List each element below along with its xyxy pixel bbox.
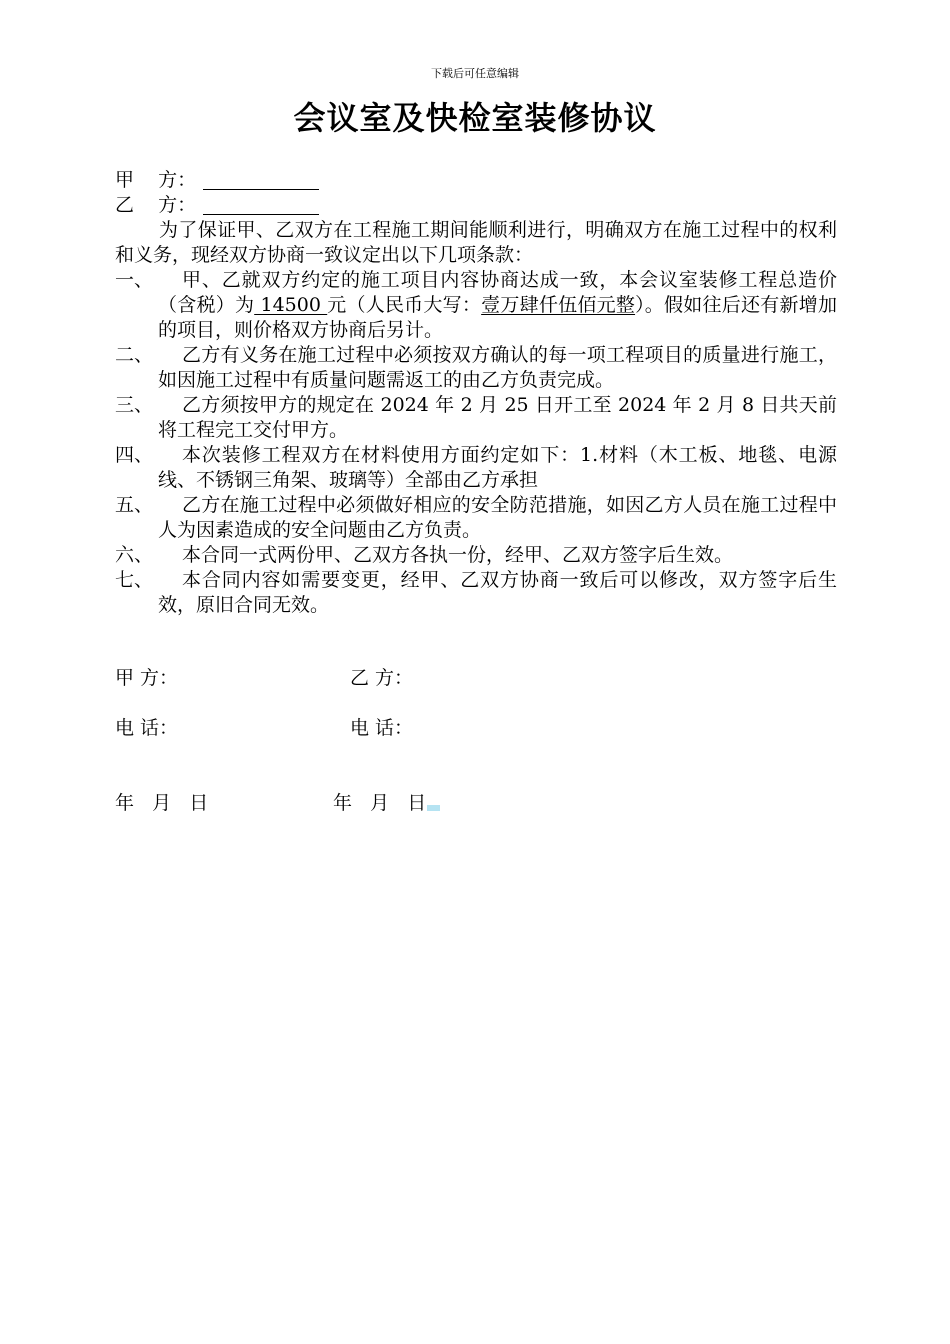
clause-number: 六、 bbox=[115, 544, 154, 566]
party-b-label: 乙 方： bbox=[115, 194, 197, 216]
total-price: 14500 bbox=[254, 294, 328, 316]
clause-4 bbox=[115, 443, 837, 493]
clause-text: 本次装修工程双方在材料使用方面约定如下：1.材料（木工板、地毯、电源线、不锈钢三角架、玻璃等）全部由乙方承担 bbox=[158, 444, 837, 491]
signature-party-b: 乙 方： bbox=[350, 667, 414, 689]
party-b-line bbox=[115, 193, 837, 218]
clause-number: 一、 bbox=[115, 269, 154, 291]
party-a-line bbox=[115, 168, 837, 193]
phone-party-a: 电 话： bbox=[115, 717, 179, 739]
intro-paragraph: 为了保证甲、乙双方在工程施工期间能顺利进行，明确双方在施工过程中的权利和义务，现经双方协商一致议定出以下几项条款： bbox=[115, 219, 837, 266]
clause-text: 本合同一式两份甲、乙双方各执一份，经甲、乙双方签字后生效。 bbox=[182, 544, 734, 566]
party-a-label: 甲 方： bbox=[115, 169, 197, 191]
date-party-a: 年 月 日 bbox=[115, 792, 209, 814]
clause-number: 四、 bbox=[115, 444, 154, 466]
clause-1-text-before: 甲、乙就双方约定的施工项目内容协商达成一致，本会议室装修工程总造价（含税）为 bbox=[158, 269, 837, 316]
clause-6 bbox=[115, 543, 837, 568]
clause-5 bbox=[115, 493, 837, 543]
contract-body bbox=[115, 168, 837, 618]
clause-text bbox=[158, 268, 837, 343]
clause-text: 乙方在施工过程中必须做好相应的安全防范措施，如因乙方人员在施工过程中人为因素造成的安全问题由乙方负责。 bbox=[158, 494, 837, 541]
clause-1-text-after: ）。假如往后还有新增加的项目，则价格双方协商后另计。 bbox=[158, 294, 837, 341]
header-note: 下载后可任意编辑 bbox=[431, 67, 519, 80]
clause-text: 本合同内容如需要变更，经甲、乙双方协商一致后可以修改，双方签字后生效，原旧合同无效。 bbox=[158, 569, 837, 616]
clause-7 bbox=[115, 568, 837, 618]
clause-number: 三、 bbox=[115, 394, 154, 416]
clause-1 bbox=[115, 268, 837, 343]
total-price-uppercase: 壹万肆仟伍佰元整 bbox=[481, 294, 636, 316]
party-b-blank bbox=[203, 195, 319, 215]
text-cursor-marker bbox=[427, 805, 440, 811]
date-party-b: 年 月 日 bbox=[333, 792, 427, 814]
clause-3 bbox=[115, 393, 837, 443]
clause-text: 乙方须按甲方的规定在 2024 年 2 月 25 日开工至 2024 年 2 月 8 日共天前将工程完工交付甲方。 bbox=[158, 394, 837, 441]
clause-text: 乙方有义务在施工过程中必须按双方确认的每一项工程项目的质量进行施工，如因施工过程中有质量问题需返工的由乙方负责完成。 bbox=[158, 344, 837, 391]
clause-2 bbox=[115, 343, 837, 393]
clause-number: 五、 bbox=[115, 494, 154, 516]
signature-party-a: 甲 方： bbox=[115, 667, 179, 689]
clause-number: 七、 bbox=[115, 569, 154, 591]
date-party-b-line bbox=[333, 791, 440, 816]
clause-1-text-mid: 元（人民币大写： bbox=[327, 294, 482, 316]
document-title: 会议室及快检室装修协议 bbox=[293, 99, 657, 137]
clause-number: 二、 bbox=[115, 344, 154, 366]
phone-party-b: 电 话： bbox=[350, 717, 414, 739]
party-a-blank bbox=[203, 170, 319, 190]
